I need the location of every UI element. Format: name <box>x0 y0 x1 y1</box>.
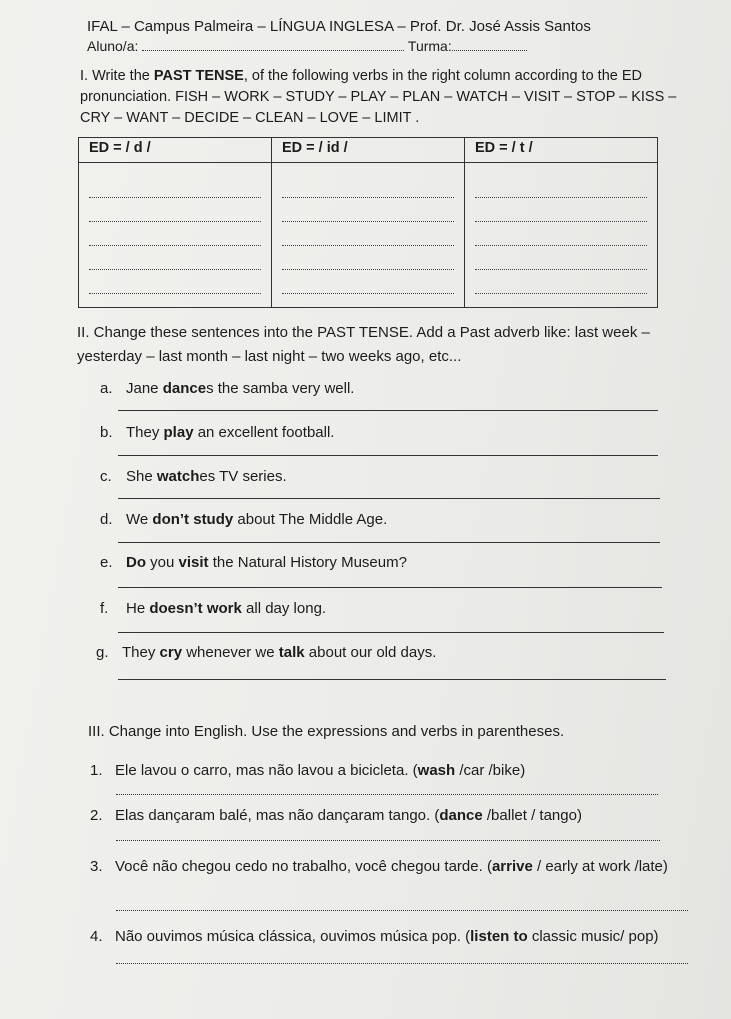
translation-line-3[interactable] <box>116 910 688 911</box>
column-header-t: ED = / t / <box>465 138 658 163</box>
class-field[interactable] <box>452 41 527 51</box>
answer-line-f[interactable] <box>118 632 664 633</box>
sentence-f: f. He doesn’t work all day long. <box>100 600 327 617</box>
sentence-a: a. Jane dances the samba very well. <box>100 380 355 397</box>
translation-4: 4. Não ouvimos música clássica, ouvimos música pop. (listen to classic music/ pop) <box>90 928 659 945</box>
answer-line-b[interactable] <box>118 455 658 456</box>
header-title: IFAL – Campus Palmeira – LÍNGUA INGLESA – Prof. Dr. José Assis Santos <box>87 18 591 35</box>
student-name-field[interactable] <box>142 41 404 51</box>
answer-line-a[interactable] <box>118 410 658 411</box>
class-label: Turma: <box>407 38 452 54</box>
sentence-d: d. We don’t study about The Middle Age. <box>100 511 388 528</box>
translation-line-4[interactable] <box>116 963 688 964</box>
sentence-b: b. They play an excellent football. <box>100 424 335 441</box>
answer-line-c[interactable] <box>118 498 660 499</box>
column-header-d: ED = / d / <box>79 138 272 163</box>
section2-instructions: II. Change these sentences into the PAST TENSE. Add a Past adverb like: last week – yesterday – last month – last night – two weeks ago, etc... <box>77 324 650 365</box>
section3-instructions: III. Change into English. Use the expressions and verbs in parentheses. <box>88 723 565 740</box>
column-t-answers[interactable] <box>465 163 658 308</box>
answer-line-g[interactable] <box>118 679 666 680</box>
section1-instructions: I. Write the PAST TENSE, of the following verbs in the right column according to the ED pronunciation. FISH – WORK – STUDY – PLAY – PLAN – WATCH – VISIT – STOP – KISS – CRY – WANT – DECIDE – CLEAN – LOVE – LIMIT . <box>80 68 677 126</box>
translation-line-2[interactable] <box>116 840 660 841</box>
sentence-c: c. She watches TV series. <box>100 468 287 485</box>
column-d-answers[interactable] <box>79 163 272 308</box>
column-id-answers[interactable] <box>272 163 465 308</box>
translation-2: 2. Elas dançaram balé, mas não dançaram tango. (dance /ballet / tango) <box>90 807 582 824</box>
sentence-e: e. Do you visit the Natural History Museum? <box>100 554 407 571</box>
translation-line-1[interactable] <box>116 794 658 795</box>
ed-pronunciation-table <box>78 137 658 308</box>
translation-1: 1. Ele lavou o carro, mas não lavou a bicicleta. (wash /car /bike) <box>90 762 526 779</box>
header-student-line <box>87 38 527 54</box>
translation-3: 3. Você não chegou cedo no trabalho, você chegou tarde. (arrive / early at work /late) <box>90 858 668 875</box>
sentence-g: g. They cry whenever we talk about our old days. <box>96 644 437 661</box>
student-label: Aluno/a: <box>87 38 139 54</box>
answer-line-e[interactable] <box>118 587 662 588</box>
column-header-id: ED = / id / <box>272 138 465 163</box>
answer-line-d[interactable] <box>118 542 660 543</box>
